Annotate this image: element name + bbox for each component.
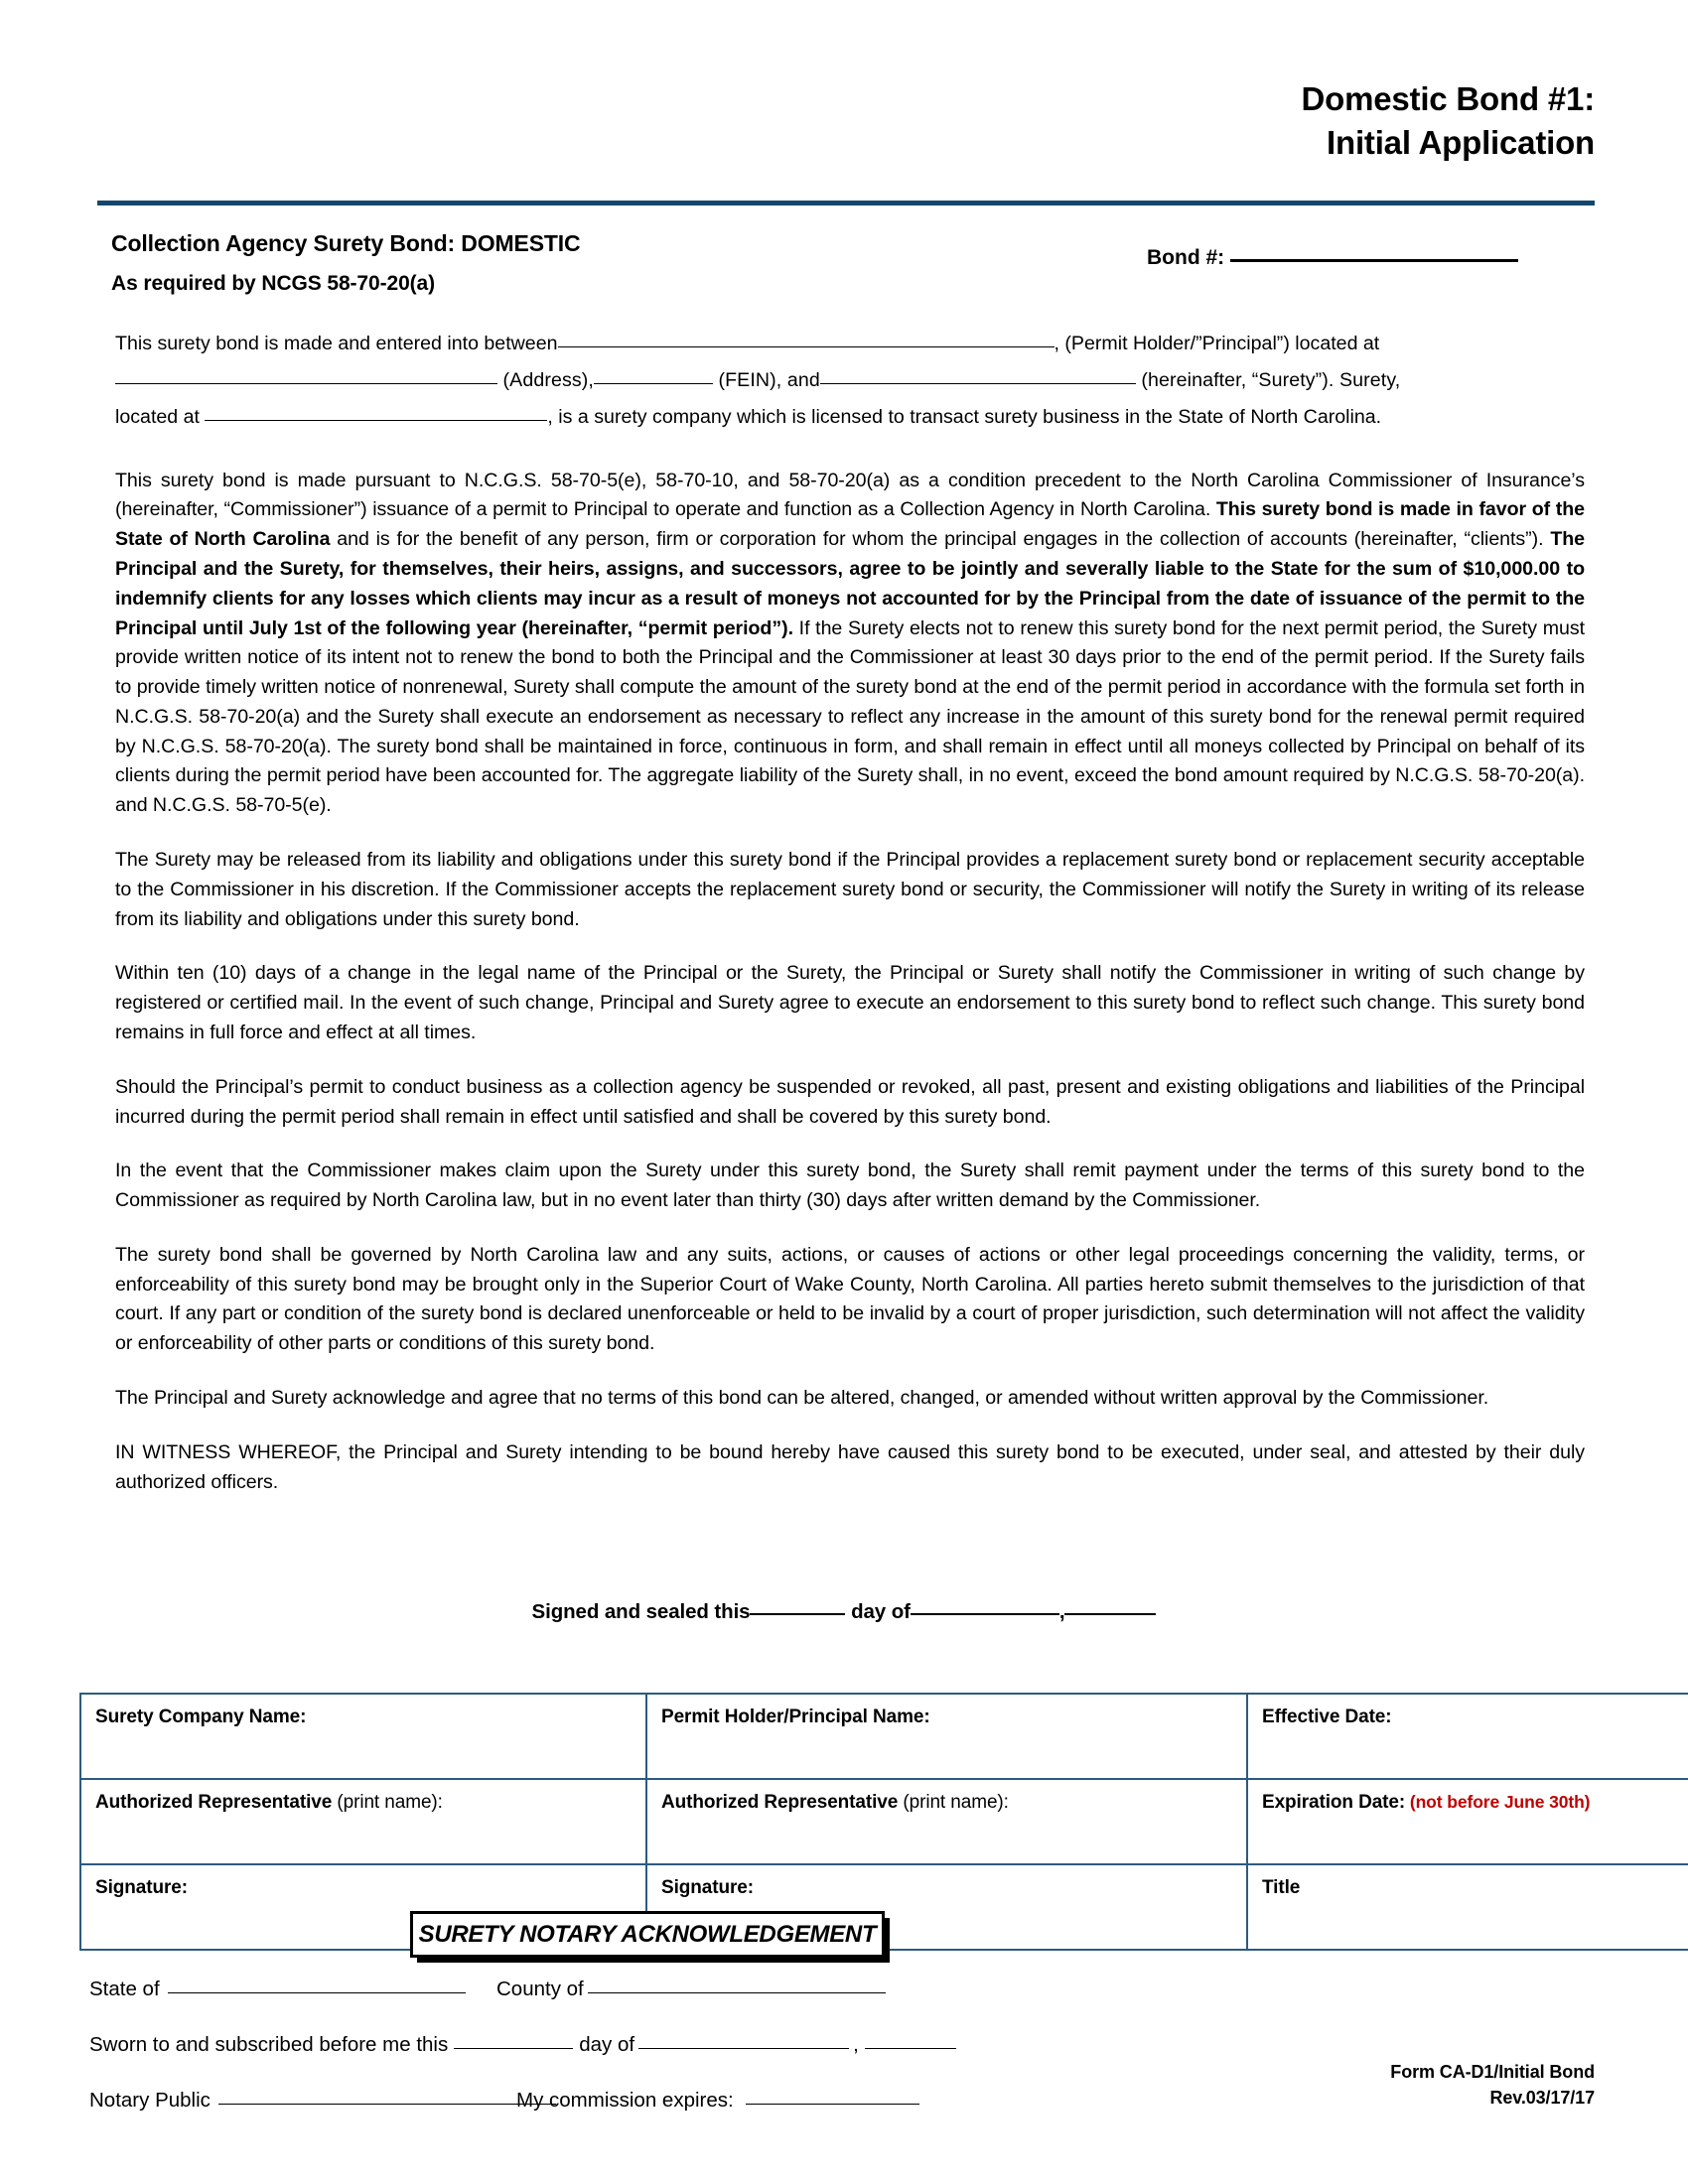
p1-segment-1: This surety bond is made pursuant to N.C.G.S. 58-70-5(e), 58-70-10, and 58-70-20(a) as a condition precedent to the North Carolina Commissioner of Insurance’s (hereinafter, “Commissioner”) issuance of a permit to Principal to operate and function as a Collection Agency in North Carolina. <box>115 469 1585 521</box>
notary-acknowledgement-badge <box>410 1911 885 1958</box>
intro-line3-text-b: , is a surety company which is licensed to transact surety business in the State of North Carolina. <box>547 406 1382 429</box>
subtitle-block <box>111 230 906 296</box>
county-group <box>496 1976 886 2001</box>
header-divider <box>97 201 1595 205</box>
surety-location-blank[interactable] <box>205 403 547 421</box>
cell-title[interactable]: Title <box>1247 1864 1688 1950</box>
bond-number-blank[interactable] <box>1230 259 1518 262</box>
cell-expiration-date[interactable] <box>1247 1779 1688 1864</box>
paragraph-witness-whereof: IN WITNESS WHEREOF, the Principal and Surety intending to be bound hereby have caused this surety bond to be executed, under seal, and attested by their duly authorized officers. <box>115 1440 1585 1493</box>
bond-number-label: Bond #: <box>1147 246 1225 269</box>
signed-day-blank[interactable] <box>750 1613 845 1615</box>
notary-public-label: Notary Public <box>89 2089 211 2112</box>
sworn-label: Sworn to and subscribed before me this <box>89 2033 449 2056</box>
state-blank[interactable] <box>168 1976 466 1993</box>
notary-row-signature <box>89 2087 1599 2142</box>
notary-badge-label: SURETY NOTARY ACKNOWLEDGEMENT <box>418 1920 877 1948</box>
cell-effective-date[interactable]: Effective Date: <box>1247 1694 1688 1779</box>
address-label: (Address), <box>502 369 594 392</box>
cell-principal-signature[interactable]: Signature: <box>646 1864 1247 1950</box>
intro-line-3 <box>115 399 1585 436</box>
p1-bold-1: This surety bond is made in favor of the State of North Carolina <box>115 498 1586 551</box>
p1-segment-2: and is for the benefit of any person, firm or corporation for whom the principal engages in the collection of accounts (hereinafter, “clients”). <box>330 528 1551 551</box>
commission-expires-blank[interactable] <box>746 2087 919 2105</box>
expiration-date-note: (not before June 30th) <box>1405 1792 1591 1812</box>
sworn-month-blank[interactable] <box>638 2031 849 2049</box>
commission-group <box>516 2087 919 2113</box>
signed-and-sealed-line <box>0 1600 1688 1624</box>
expiration-date-label: Expiration Date: <box>1262 1792 1406 1813</box>
signed-label-a: Signed and sealed this <box>531 1600 751 1623</box>
document-title-line1: Domestic Bond #1: <box>1301 80 1595 117</box>
form-footer <box>1390 2059 1595 2111</box>
fein-blank[interactable] <box>594 366 713 384</box>
table-row <box>80 1694 1688 1779</box>
signed-month-blank[interactable] <box>911 1613 1059 1615</box>
county-label: County of <box>496 1978 584 2000</box>
notary-row-sworn <box>89 2031 1599 2087</box>
form-subtitle: Collection Agency Surety Bond: DOMESTIC <box>111 230 581 256</box>
bond-number-field[interactable] <box>1147 246 1518 270</box>
table-row <box>80 1779 1688 1864</box>
principal-rep-label-reg: (print name): <box>898 1792 1009 1813</box>
signed-label-b: day of <box>851 1600 911 1623</box>
signed-year-blank[interactable] <box>1064 1613 1156 1615</box>
sworn-comma: , <box>853 2033 859 2056</box>
principal-rep-label-bold: Authorized Representative <box>661 1792 899 1813</box>
notary-fields <box>89 1976 1599 2142</box>
cell-surety-company-name[interactable]: Surety Company Name: <box>80 1694 646 1779</box>
paragraph-name-change: Within ten (10) days of a change in the legal name of the Principal or the Surety, the Principal or Surety shall notify the Commissioner in writing of such change by registered or certified mail. In the event of such change, Principal and Surety agree to execute an endorsement to this surety bond to reflect such change. This surety bond remains in full force and effect at all times. <box>115 962 1585 1043</box>
cell-surety-authorized-rep[interactable] <box>80 1779 646 1864</box>
paragraph-surety-release: The Surety may be released from its liability and obligations under this surety bond if the Principal provides a replacement surety bond or replacement security acceptable to the Commissioner in his discretion. If the Commissioner accepts the replacement surety bond or security, the Commissioner will notify the Surety in writing of its release from its liability and obligations under this surety bond. <box>115 849 1585 930</box>
notary-row-state-county <box>89 1976 1599 2031</box>
form-revision: Rev.03/17/17 <box>1489 2088 1595 2109</box>
intro-line1-text-a: This surety bond is made and entered into between <box>115 333 558 354</box>
fein-label: (FEIN), and <box>718 369 820 392</box>
paragraph-statutory-basis <box>115 467 1585 821</box>
address-blank[interactable] <box>115 366 497 384</box>
surety-rep-label-reg: (print name): <box>332 1792 443 1813</box>
cell-permit-holder-name[interactable]: Permit Holder/Principal Name: <box>646 1694 1247 1779</box>
sworn-day-blank[interactable] <box>454 2031 573 2049</box>
cell-surety-signature[interactable]: Signature: <box>80 1864 646 1950</box>
signed-comma: , <box>1058 1600 1065 1623</box>
document-title-line2: Initial Application <box>1327 123 1595 161</box>
paragraph-no-alteration: The Principal and Surety acknowledge and agree that no terms of this bond can be altered, changed, or amended without written approval by the Commissioner. <box>115 1386 1489 1409</box>
cell-principal-authorized-rep[interactable] <box>646 1779 1247 1864</box>
state-label: State of <box>89 1978 160 2000</box>
surety-label: (hereinafter, “Surety”). Surety, <box>1141 369 1401 392</box>
intro-line-2 <box>115 362 1585 399</box>
paragraph-permit-suspension: Should the Principal’s permit to conduct business as a collection agency be suspended or revoked, all past, present and existing obligations and liabilities of the Principal incurred during the permit period shall remain in effect until satisfied and shall be covered by this surety bond. <box>115 1075 1585 1128</box>
p1-bold-2: The Principal and the Surety, for themselves, their heirs, assigns, and successors, agree to be jointly and severally liable to the State for the sum of $10,000.00 to indemnify clients for any losses which clients may incur as a result of moneys not accounted for by the Principal from the date of issuance of the permit to the Principal until July 1st of the following year (hereinafter, “permit period”). <box>115 528 1585 639</box>
document-body <box>115 326 1585 1519</box>
p1-segment-3: If the Surety elects not to renew this surety bond for the next permit period, the Surety must provide written notice of its intent not to renew the bond to both the Principal and the Commissioner at least 30 days prior to the end of the permit period. If the Surety fails to provide timely written notice of nonrenewal, Surety shall compute the amount of the surety bond at the end of the permit period in accordance with the formula set forth in N.C.G.S. 58-70-20(a) and the Surety shall execute an endorsement as necessary to reflect any increase in the amount of this surety bond for the renewal permit required by N.C.G.S. 58-70-20(a). The surety bond shall be maintained in force, continuous in form, and shall remain in effect until all moneys collected by Principal on behalf of its clients during the permit period have been accounted for. The aggregate liability of the Surety shall, in no event, exceed the bond amount required by N.C.G.S. 58-70-20(a). and N.C.G.S. 58-70-5(e). <box>115 616 1585 817</box>
located-at-label: located at <box>115 406 200 429</box>
sworn-day-of-label: day of <box>579 2033 635 2056</box>
document-title <box>701 77 1595 164</box>
intro-line-1 <box>115 326 1585 362</box>
intro-line1-text-b: , (Permit Holder/”Principal”) located at <box>1054 333 1380 354</box>
surety-name-blank[interactable] <box>820 366 1136 384</box>
county-blank[interactable] <box>588 1976 886 1993</box>
principal-name-blank[interactable] <box>558 330 1055 347</box>
sworn-year-blank[interactable] <box>865 2031 956 2049</box>
form-statute-reference: As required by NCGS 58-70-20(a) <box>111 272 436 295</box>
notary-public-blank[interactable] <box>218 2087 556 2105</box>
paragraph-governing-law: The surety bond shall be governed by North Carolina law and any suits, actions, or causes of actions or other legal proceedings concerning the validity, terms, or enforceability of this surety bond may be brought only in the Superior Court of Wake County, North Carolina. All parties hereto submit themselves to the jurisdiction of that court. If any part or condition of the surety bond is declared unenforceable or held to be invalid by a court of proper jurisdiction, such determination will not affect the validity or enforceability of other parts or conditions of this surety bond. <box>115 1243 1585 1355</box>
intro-fill-block <box>115 326 1585 437</box>
commission-expires-label: My commission expires: <box>516 2089 734 2112</box>
form-id: Form CA-D1/Initial Bond <box>1390 2062 1595 2082</box>
surety-rep-label-bold: Authorized Representative <box>95 1792 333 1813</box>
paragraph-claim-payment: In the event that the Commissioner makes claim upon the Surety under this surety bond, the Surety shall remit payment under the terms of this surety bond to the Commissioner as required by North Carolina law, but in no event later than thirty (30) days after written demand by the Commissioner. <box>115 1160 1585 1212</box>
